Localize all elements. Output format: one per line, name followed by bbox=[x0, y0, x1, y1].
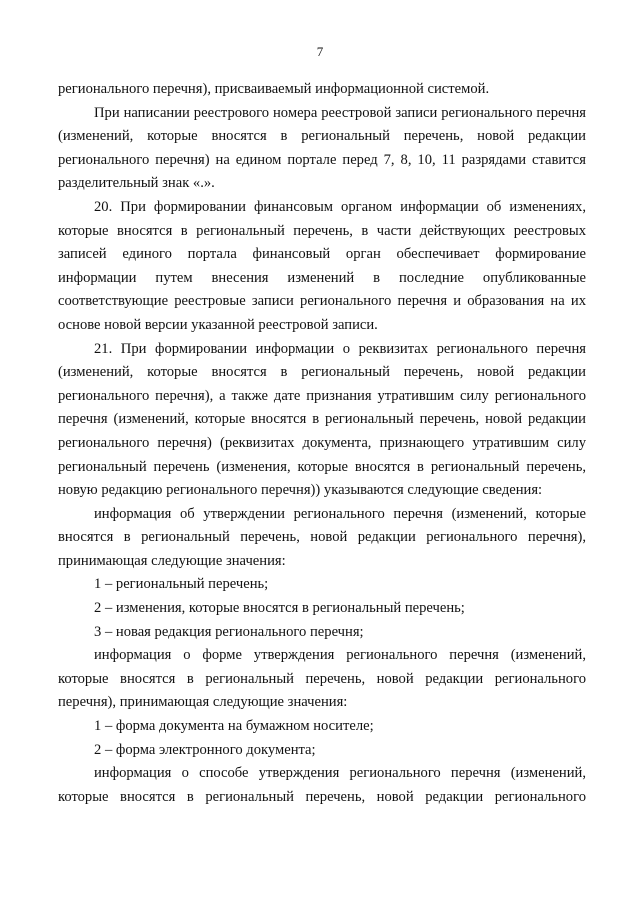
text-line: 21. При формировании информации о реквизитах регионального перечня bbox=[94, 340, 586, 357]
text-line: основе новой версии указанной реестровой записи. bbox=[58, 316, 378, 333]
text-line: информация об утверждении регионального перечня (изменений, которые bbox=[94, 505, 586, 522]
text-line: информация о способе утверждения регионального перечня (изменений, bbox=[94, 765, 586, 782]
text-line: 20. При формировании финансовым органом информации об изменениях, bbox=[94, 198, 586, 215]
page-number: 7 bbox=[316, 44, 324, 59]
text-line: информация о форме утверждения регионального перечня (изменений, bbox=[94, 647, 586, 664]
text-line: 1 – форма документа на бумажном носителе; bbox=[94, 718, 374, 735]
text-line: вносятся в региональный перечень, новой редакции регионального перечня), bbox=[58, 529, 586, 546]
text-line: разделительный знак «.». bbox=[58, 175, 215, 192]
text-line: которые вносятся в региональный перечень, новой редакции регионального bbox=[58, 788, 586, 805]
text-line: новую редакцию регионального перечня)) указываются следующие сведения: bbox=[58, 482, 543, 499]
text-line: 1 – региональный перечень; bbox=[94, 576, 269, 593]
text-line: записей единого портала финансовый орган обеспечивает формирование bbox=[58, 246, 586, 263]
text-line: перечня (изменений, которые вносятся в региональный перечень, новой редакции bbox=[58, 411, 586, 428]
list-item bbox=[58, 573, 586, 597]
text-line: перечня), принимающая следующие значения: bbox=[58, 694, 348, 711]
paragraph bbox=[58, 762, 586, 809]
text-line: регионального перечня) (реквизитах документа, признающего утратившим силу bbox=[58, 434, 586, 451]
paragraph bbox=[58, 338, 586, 503]
paragraph bbox=[58, 196, 586, 338]
text-line: 2 – изменения, которые вносятся в региональный перечень; bbox=[94, 600, 465, 617]
text-line: 2 – форма электронного документа; bbox=[94, 741, 316, 758]
text-line: которые вносятся в региональный перечень, в части действующих реестровых bbox=[58, 222, 586, 239]
text-line: принимающая следующие значения: bbox=[58, 552, 286, 569]
text-line: информации путем внесения изменений в последние опубликованные bbox=[58, 269, 586, 286]
list-item bbox=[58, 715, 586, 739]
list-item bbox=[58, 621, 586, 645]
paragraph bbox=[58, 503, 586, 574]
document-body bbox=[58, 78, 586, 809]
text-line: которые вносятся в региональный перечень, новой редакции регионального bbox=[58, 670, 586, 687]
paragraph bbox=[58, 102, 586, 196]
text-line: регионального перечня), присваиваемый информационной системой. bbox=[58, 81, 490, 97]
text-line: (изменений, которые вносятся в региональный перечень, новой редакции bbox=[58, 364, 586, 381]
text-line: соответствующие реестровые записи регионального перечня и образования на их bbox=[58, 293, 586, 310]
list-item bbox=[58, 597, 586, 621]
paragraph bbox=[58, 644, 586, 715]
text-line: (изменений, которые вносятся в региональный перечень, новой редакции bbox=[58, 128, 586, 145]
list-item bbox=[58, 739, 586, 763]
text-line: 3 – новая редакция регионального перечня; bbox=[94, 623, 364, 640]
text-line: При написании реестрового номера реестровой записи регионального перечня bbox=[94, 104, 586, 121]
text-line: регионального перечня), а также дате признания утратившим силу регионального bbox=[58, 387, 586, 404]
text-line: регионального перечня) на едином портале перед 7, 8, 10, 11 разрядами ставится bbox=[58, 151, 586, 168]
text-line: региональный перечень (изменения, которые вносятся в региональный перечень, bbox=[58, 458, 586, 475]
paragraph bbox=[58, 78, 586, 102]
